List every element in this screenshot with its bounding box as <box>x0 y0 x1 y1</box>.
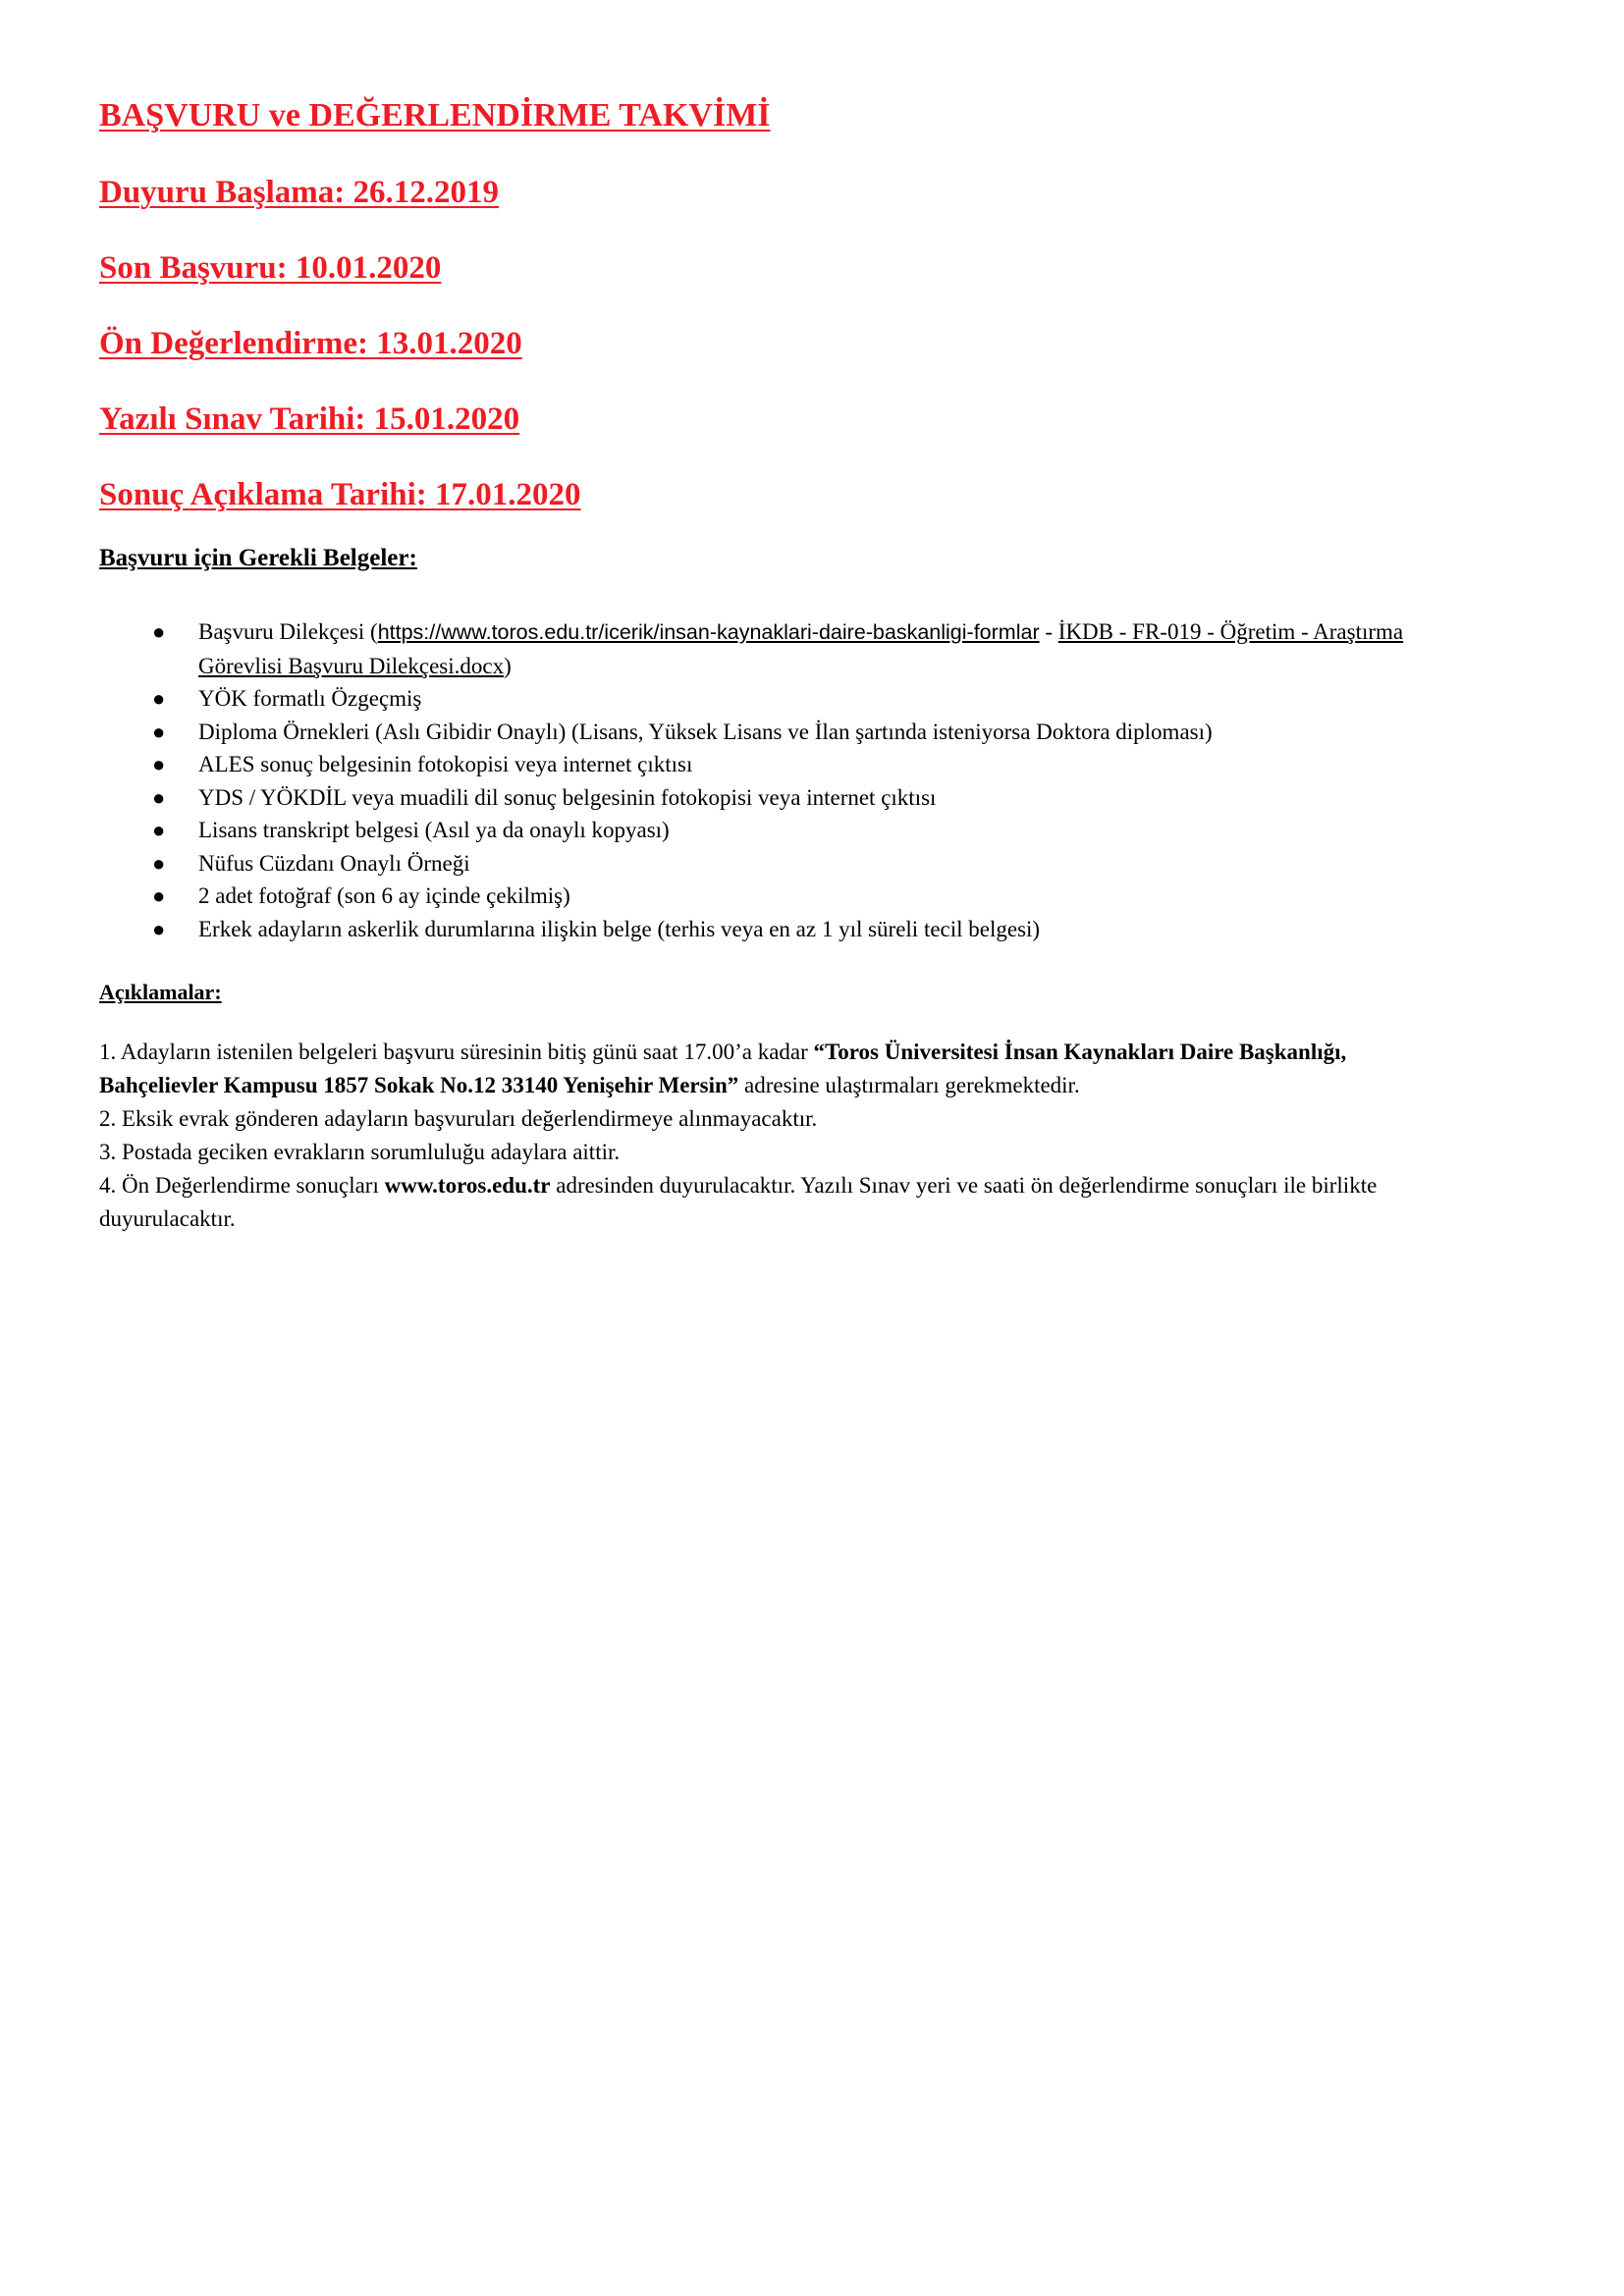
required-documents-section <box>99 543 1543 945</box>
required-documents-heading: Başvuru için Gerekli Belgeler: <box>99 545 417 571</box>
petition-prefix: Başvuru Dilekçesi ( <box>198 619 378 644</box>
document-item-text: Diploma Örnekleri (Aslı Gibidir Onaylı) (Lisans, Yüksek Lisans ve İlan şartında isteniyorsa Doktora diploması) <box>198 719 1213 744</box>
petition-suffix: ) <box>504 653 512 678</box>
list-item <box>99 880 1543 913</box>
note-1-address-line2: Bahçelievler Kampusu 1857 Sokak No.12 33140 Yenişehir Mersin” <box>99 1073 739 1097</box>
document-item-text: Lisans transkript belgesi (Asıl ya da onaylı kopyası) <box>198 818 670 842</box>
note-1-address-line1: “Toros Üniversitesi İnsan Kaynakları Daire Başkanlığı, <box>813 1040 1347 1064</box>
note-4-prefix: 4. Ön Değerlendirme sonuçları <box>99 1173 385 1198</box>
forms-page-link[interactable]: https://www.toros.edu.tr/icerik/insan-kaynaklari-daire-baskanligi-formlar <box>377 620 1040 644</box>
calendar-title: BAŞVURU ve DEĞERLENDİRME TAKVİMİ <box>99 97 771 133</box>
note-4-site: www.toros.edu.tr <box>384 1173 551 1198</box>
document-item-text: Erkek adayların askerlik durumlarına ilişkin belge (terhis veya en az 1 yıl süreli tecil belgesi) <box>198 916 1041 941</box>
bullet-icon: ● <box>152 850 166 876</box>
calendar-section <box>99 94 1543 516</box>
bullet-icon: ● <box>152 883 166 908</box>
bullet-icon: ● <box>152 752 166 776</box>
note-2: 2. Eksik evrak gönderen adayların başvuruları değerlendirmeye alınmayacaktır. <box>99 1106 818 1131</box>
petition-separator: - <box>1039 619 1058 644</box>
bullet-icon: ● <box>152 784 166 810</box>
list-item <box>99 913 1543 946</box>
bullet-icon: ● <box>152 619 166 644</box>
document-item-text: YDS / YÖKDİL veya muadili dil sonuç belgesinin fotokopisi veya internet çıktısı <box>198 784 937 810</box>
document-item-text: YÖK formatlı Özgeçmiş <box>198 686 422 711</box>
document-item-text: 2 adet fotoğraf (son 6 ay içinde çekilmiş) <box>198 883 570 908</box>
bullet-icon: ● <box>152 916 166 941</box>
document-item-text: ALES sonuç belgesinin fotokopisi veya internet çıktısı <box>198 752 693 776</box>
list-item <box>99 682 1543 716</box>
written-exam-date: Yazılı Sınav Tarihi: 15.01.2020 <box>99 401 520 437</box>
note-1-prefix: 1. Adayların istenilen belgeleri başvuru süresinin bitiş günü saat 17.00’a kadar <box>99 1040 814 1064</box>
note-1 <box>99 1036 1543 1102</box>
last-application-date: Son Başvuru: 10.01.2020 <box>99 250 442 286</box>
petition-form-link-line2: Görevlisi Başvuru Dilekçesi.docx <box>198 653 505 678</box>
bullet-icon: ● <box>152 686 166 711</box>
list-item <box>99 847 1543 881</box>
notes-heading: Açıklamalar: <box>99 980 222 1004</box>
list-item-petition <box>99 615 1543 682</box>
note-1-suffix: adresine ulaştırmaları gerekmektedir. <box>738 1073 1080 1097</box>
note-3: 3. Postada geciken evrakların sorumluluğu adaylara aittir. <box>99 1140 621 1164</box>
list-item <box>99 781 1543 815</box>
list-item <box>99 814 1543 847</box>
bullet-icon: ● <box>152 719 166 744</box>
announcement-start-date: Duyuru Başlama: 26.12.2019 <box>99 175 500 210</box>
bullet-icon: ● <box>152 818 166 842</box>
note-4-suffix-line2: duyurulacaktır. <box>99 1206 236 1231</box>
note-4 <box>99 1169 1543 1236</box>
notes-list <box>99 1036 1543 1236</box>
results-date: Sonuç Açıklama Tarihi: 17.01.2020 <box>99 477 581 512</box>
notes-section <box>99 978 1543 1236</box>
pre-evaluation-date: Ön Değerlendirme: 13.01.2020 <box>99 326 522 361</box>
required-documents-list <box>99 615 1543 945</box>
document-item-text: Nüfus Cüzdanı Onaylı Örneği <box>198 850 470 876</box>
petition-form-link-line1: İKDB - FR-019 - Öğretim - Araştırma <box>1057 619 1404 644</box>
list-item <box>99 716 1543 749</box>
document-page <box>99 94 1543 1236</box>
list-item <box>99 748 1543 781</box>
note-4-suffix-line1: adresinden duyurulacaktır. Yazılı Sınav yeri ve saati ön değerlendirme sonuçları ile birlikte <box>550 1173 1378 1198</box>
